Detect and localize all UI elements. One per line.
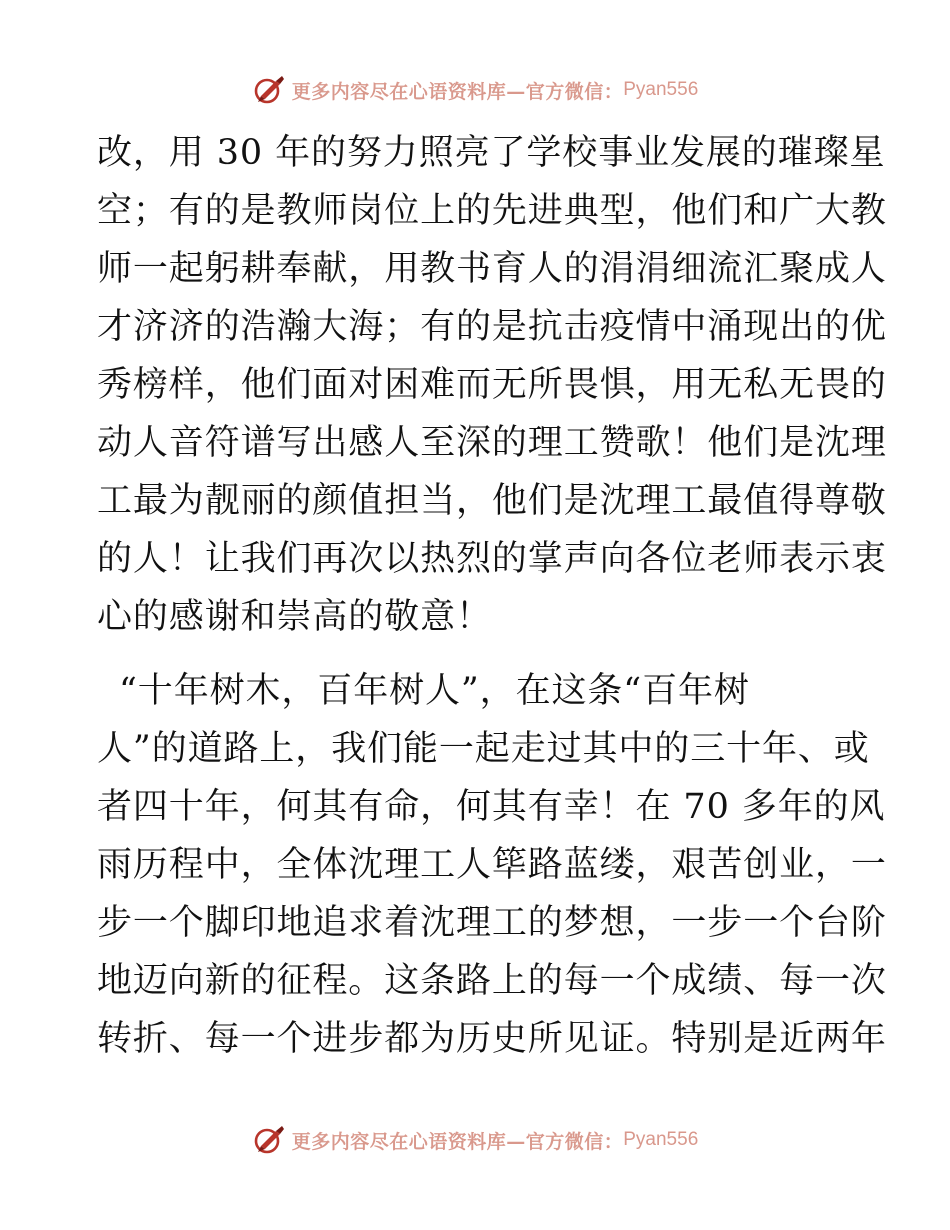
- text-line: 空；有的是教师岗位上的先进典型，他们和广大教: [97, 191, 887, 231]
- text-line: 心的感谢和崇高的敬意！: [97, 597, 492, 637]
- paragraph-2: [97, 662, 887, 1068]
- header-banner-text: 更多内容尽在心语资料库—官方微信：: [291, 80, 624, 103]
- text-line: 师一起躬耕奉献，用教书育人的涓涓细流汇聚成人: [97, 249, 887, 289]
- text-line: 动人音符谱写出感人至深的理工赞歌！他们是沈理: [97, 423, 887, 463]
- text-line: 雨历程中，全体沈理工人筚路蓝缕，艰苦创业，一: [97, 845, 887, 885]
- header-banner: [0, 70, 950, 110]
- footer-banner: [0, 1120, 950, 1160]
- pen-logo-icon: [252, 1123, 286, 1157]
- text-line: 转折、每一个进步都为历史所见证。特别是近两年: [97, 1019, 887, 1059]
- document-body: [97, 124, 887, 1068]
- text-line: 工最为靓丽的颜值担当，他们是沈理工最值得尊敬: [97, 481, 887, 521]
- text-line: 步一个脚印地追求着沈理工的梦想，一步一个台阶: [97, 903, 887, 943]
- footer-wechat-id: Pyan556: [623, 1129, 699, 1150]
- text-line: “十年树木，百年树人”，在这条“百年树: [119, 671, 750, 711]
- text-line: 者四十年，何其有命，何其有幸！在 70 多年的风: [97, 787, 886, 827]
- footer-banner-text: 更多内容尽在心语资料库—官方微信：: [291, 1130, 624, 1153]
- pen-logo-icon: [252, 73, 286, 107]
- text-line: 改，用 30 年的努力照亮了学校事业发展的璀璨星: [97, 133, 886, 173]
- text-line: 地迈向新的征程。这条路上的每一个成绩、每一次: [97, 961, 887, 1001]
- text-line: 的人！让我们再次以热烈的掌声向各位老师表示衷: [97, 539, 887, 579]
- paragraph-1: [97, 124, 887, 646]
- text-line: 秀榜样，他们面对困难而无所畏惧，用无私无畏的: [97, 365, 887, 405]
- text-line: 人”的道路上，我们能一起走过其中的三十年、或: [97, 729, 870, 769]
- text-line: 才济济的浩瀚大海；有的是抗击疫情中涌现出的优: [97, 307, 887, 347]
- header-wechat-id: Pyan556: [623, 79, 699, 100]
